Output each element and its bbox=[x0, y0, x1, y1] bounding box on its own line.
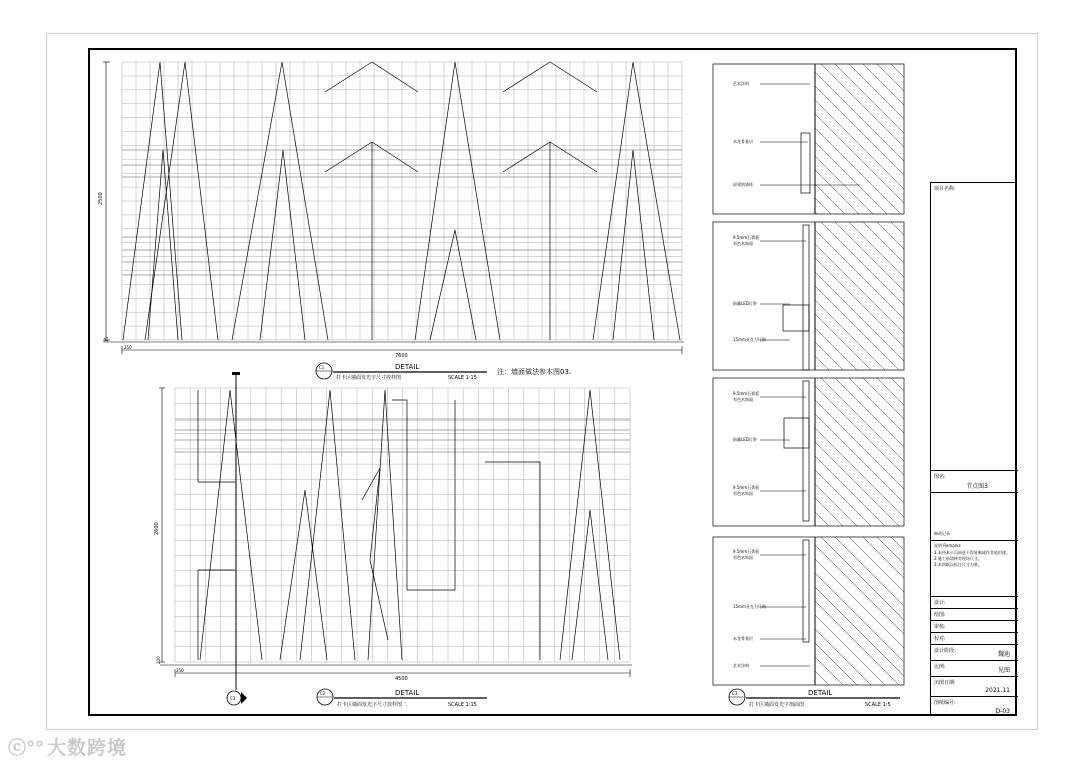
c3-label-5: 暗藏LED灯带 bbox=[733, 301, 757, 306]
c3-material-labels bbox=[733, 80, 766, 668]
c1-elevation-grid bbox=[122, 62, 682, 340]
watermark bbox=[8, 733, 127, 760]
c3-label-13: 艺术涂料 bbox=[733, 663, 749, 668]
c1-callout-number: C1 bbox=[319, 365, 325, 370]
c3-heading: DETAIL bbox=[808, 689, 833, 697]
c2-elevation-grid bbox=[175, 388, 630, 662]
c1-width-dim: 7600 bbox=[395, 353, 408, 359]
c2-caption-title: 打卡区墙面发光字尺寸放样图二 bbox=[337, 702, 408, 708]
tb-note-2: 2.施工前请核对现场尺寸。 bbox=[934, 556, 982, 561]
c2-section-cut-mark bbox=[232, 372, 240, 375]
tb-review-label: 审核: bbox=[934, 624, 946, 630]
c3-label-7-line-1: 9.5mm石膏板 bbox=[733, 391, 760, 396]
tb-drawing-no-row bbox=[931, 697, 1018, 717]
c3-section-panels bbox=[713, 64, 904, 685]
c2-callout-number: C2 bbox=[320, 691, 326, 696]
c2-scale: SCALE 1:15 bbox=[448, 702, 477, 708]
c3-label-9-line-2: 有色木饰面 bbox=[733, 491, 753, 496]
tb-scale-label: 比例: bbox=[934, 664, 946, 670]
tb-drawing-no-label: 图纸编号: bbox=[934, 700, 956, 706]
c1-height-dim: 2500 bbox=[98, 192, 104, 205]
c1-base-dim: 15 bbox=[104, 336, 109, 342]
tb-design-label: 设计: bbox=[934, 600, 946, 606]
tb-review-row bbox=[931, 621, 1018, 633]
c2-small-dim: 250 bbox=[176, 668, 184, 673]
tb-drawing-name-label: 图名: bbox=[934, 474, 946, 480]
c3-label-6: 15mm亚克力灯箱 bbox=[733, 337, 766, 342]
c1-scale: SCALE 1:15 bbox=[448, 375, 477, 381]
c3-label-2: 木龙骨基层 bbox=[733, 139, 753, 144]
tb-notes-label: 说明 Remarks bbox=[934, 543, 961, 548]
tb-date-label: 出图日期: bbox=[934, 680, 956, 686]
tb-scale-row bbox=[931, 661, 1018, 677]
c1-heading: DETAIL bbox=[395, 363, 420, 371]
tb-drawn-row bbox=[931, 609, 1018, 621]
tb-drawing-no: D-03 bbox=[995, 708, 1010, 715]
c3-label-9-line-1: 9.5mm石膏板 bbox=[733, 485, 760, 490]
c3-label-11: 15mm亚克力灯箱 bbox=[733, 604, 766, 609]
tb-designer-row bbox=[931, 645, 1018, 661]
c2-height-dim: 2600 bbox=[154, 522, 160, 535]
c3-label-10-line-2: 有色木饰面 bbox=[733, 555, 753, 560]
watermark-text: 大数跨境 bbox=[47, 737, 128, 759]
tb-drawn-label: 绘图: bbox=[934, 612, 946, 618]
c1-note: 注：墙面做法参本图03. bbox=[497, 368, 572, 376]
c2-heading: DETAIL bbox=[395, 689, 420, 697]
tb-designer: 魏迪 bbox=[997, 651, 1010, 658]
c3-wall-layers bbox=[783, 64, 815, 685]
tb-drawing-name-row bbox=[931, 471, 1018, 493]
tb-date-value: 2021.11 bbox=[985, 687, 1010, 694]
c3-label-12: 木龙骨基层 bbox=[733, 636, 753, 641]
c3-caption-title: 打卡区墙面发光字剖面图 bbox=[749, 702, 805, 708]
c2-dimensions bbox=[159, 373, 632, 690]
c1-small-dim: 250 bbox=[124, 345, 132, 350]
tb-note-3: 3.本图纸以标注尺寸为准。 bbox=[934, 562, 982, 567]
tb-revision-row bbox=[931, 493, 1018, 541]
tb-revision-label: 修改记录 bbox=[934, 531, 950, 536]
title-block bbox=[930, 182, 1017, 716]
c3-label-4-line-1: 9.5mm石膏板 bbox=[733, 235, 760, 240]
c3-label-8: 暗藏LED灯带 bbox=[733, 437, 757, 442]
c3-label-10-line-1: 9.5mm石膏板 bbox=[733, 549, 760, 554]
c3-callout-number: C3 bbox=[732, 691, 738, 696]
c2-base-dim: 200 bbox=[156, 656, 161, 664]
c3-scale: SCALE 1:5 bbox=[865, 702, 891, 708]
c2-width-dim: 4500 bbox=[395, 676, 408, 682]
tb-stage-label: 设计阶段: bbox=[934, 648, 956, 654]
tb-notes-row bbox=[931, 541, 1018, 597]
tb-scale-value: 见图 bbox=[997, 667, 1010, 674]
tb-date-row bbox=[931, 677, 1018, 697]
tb-check-row bbox=[931, 633, 1018, 645]
tb-project-label: 项目名称: bbox=[934, 186, 956, 192]
tb-design-row bbox=[931, 597, 1018, 609]
tb-project-row bbox=[931, 183, 1018, 471]
c3-label-7-line-2: 有色木饰面 bbox=[733, 397, 753, 402]
tb-check-label: 校对: bbox=[934, 636, 946, 642]
c3-label-1: 艺术涂料 bbox=[733, 81, 749, 86]
c3-wall-hatch bbox=[815, 64, 904, 685]
c3-label-4-line-2: 有色木饰面 bbox=[733, 241, 753, 246]
c1-caption-title: 打卡区墙面发光字尺寸放样图 bbox=[336, 375, 402, 381]
tb-note-1: 1.未经本公司同意不得复制或作其他用途。 bbox=[934, 550, 1010, 555]
c3-label-3: 原建筑墙体 bbox=[733, 182, 753, 187]
c2-section-marker-label: C3 bbox=[230, 696, 236, 701]
watermark-logo-icon: ⓒ°° bbox=[8, 737, 44, 759]
tb-drawing-name: 节点图3 bbox=[966, 483, 988, 490]
